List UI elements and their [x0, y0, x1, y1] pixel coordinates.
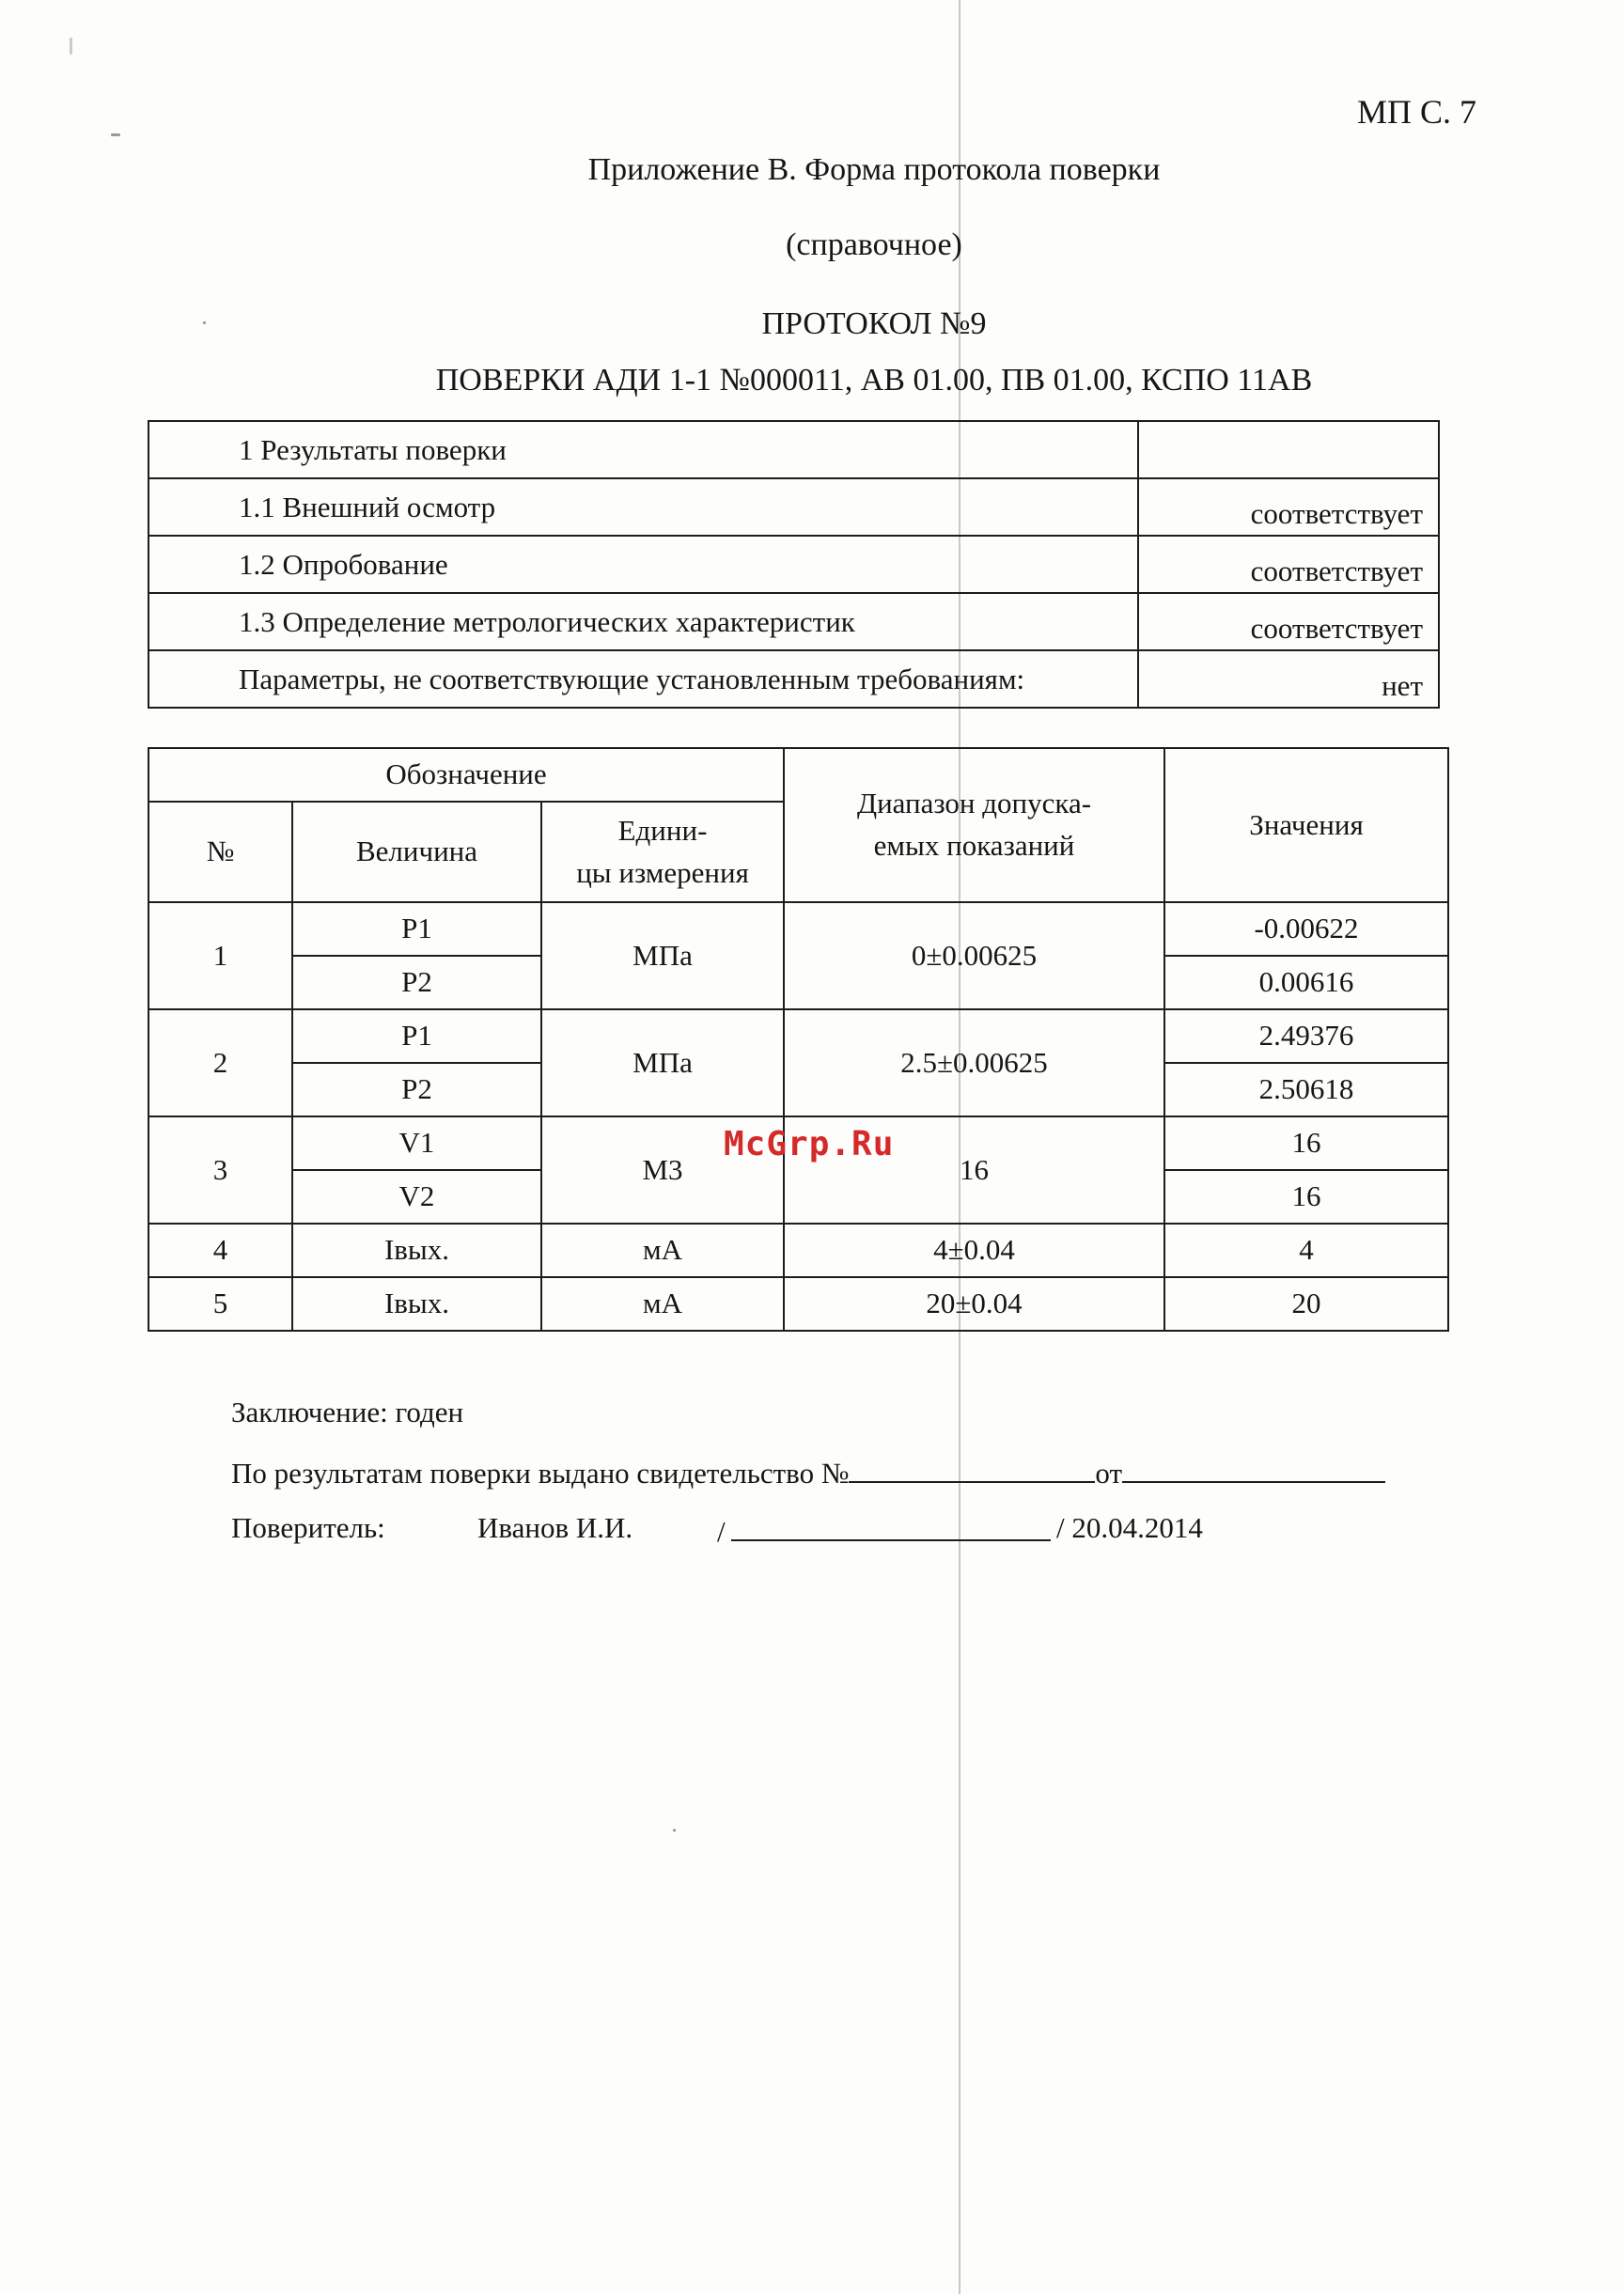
result-label: 1.2 Опробование	[148, 536, 1138, 593]
quantity-cell: V1	[292, 1116, 541, 1170]
results-table	[148, 420, 1440, 709]
range-cell: 2.5±0.00625	[784, 1009, 1164, 1116]
range-cell: 16	[784, 1116, 1164, 1224]
signature-line	[717, 1511, 1051, 1549]
certificate-number-blank[interactable]	[849, 1453, 1095, 1483]
quantity-cell: P2	[292, 956, 541, 1009]
range-cell: 4±0.04	[784, 1224, 1164, 1277]
verification-date: / 20.04.2014	[1056, 1511, 1203, 1544]
table-row	[148, 1224, 1448, 1277]
unit-cell: МПа	[541, 1009, 784, 1116]
table-row	[148, 650, 1439, 708]
scan-speck	[111, 133, 120, 136]
units-header-line2: цы измерения	[576, 855, 749, 889]
quantity-header: Величина	[292, 802, 541, 902]
row-number: 3	[148, 1116, 292, 1224]
table-row	[148, 536, 1439, 593]
table-row	[148, 421, 1439, 478]
designation-header: Обозначение	[148, 748, 784, 802]
table-row	[148, 1009, 1448, 1063]
conclusion-text: Заключение: годен	[231, 1396, 464, 1428]
value-cell: -0.00622	[1164, 902, 1448, 956]
values-header: Значения	[1164, 748, 1448, 902]
table-row	[148, 478, 1439, 536]
row-number: 5	[148, 1277, 292, 1331]
units-header-line1: Едини-	[617, 813, 708, 847]
scan-speck	[70, 38, 72, 55]
certificate-date-blank[interactable]	[1122, 1453, 1385, 1483]
appendix-note: (справочное)	[786, 227, 962, 262]
result-label: 1 Результаты поверки	[148, 421, 1138, 478]
value-cell: 16	[1164, 1170, 1448, 1224]
result-value: соответствует	[1138, 478, 1439, 536]
value-cell: 2.49376	[1164, 1009, 1448, 1063]
verifier-label: Поверитель:	[231, 1511, 385, 1544]
value-cell: 20	[1164, 1277, 1448, 1331]
result-value	[1138, 421, 1439, 478]
quantity-cell: P2	[292, 1063, 541, 1116]
value-cell: 4	[1164, 1224, 1448, 1277]
range-cell: 20±0.04	[784, 1277, 1164, 1331]
appendix-title: Приложение В. Форма протокола поверки	[587, 152, 1161, 187]
range-header-line2: емых показаний	[873, 829, 1075, 862]
watermark: McGrp.Ru	[724, 1125, 895, 1163]
value-cell: 16	[1164, 1116, 1448, 1170]
verifier-name: Иванов И.И.	[477, 1511, 633, 1544]
scan-speck	[673, 1829, 676, 1832]
result-label: 1.1 Внешний осмотр	[148, 478, 1138, 536]
protocol-subject: ПОВЕРКИ АДИ 1-1 №000011, АВ 01.00, ПВ 01.00, КСПО 11АВ	[435, 363, 1313, 398]
unit-cell: М3	[541, 1116, 784, 1224]
quantity-cell: Iвых.	[292, 1277, 541, 1331]
table-row	[148, 902, 1448, 956]
table-header-row	[148, 748, 1448, 802]
table-row	[148, 593, 1439, 650]
result-label: 1.3 Определение метрологических характеристик	[148, 593, 1138, 650]
unit-cell: мА	[541, 1277, 784, 1331]
signature-blank[interactable]	[731, 1511, 1051, 1541]
quantity-cell: Iвых.	[292, 1224, 541, 1277]
row-number: 1	[148, 902, 292, 1009]
signature-slash: /	[717, 1515, 726, 1548]
protocol-title: ПРОТОКОЛ №9	[761, 306, 987, 341]
unit-cell: МПа	[541, 902, 784, 1009]
result-value: нет	[1138, 650, 1439, 708]
range-cell: 0±0.00625	[784, 902, 1164, 1009]
certificate-text: По результатам поверки выдано свидетельство №	[231, 1457, 850, 1490]
number-header: №	[148, 802, 292, 902]
row-number: 2	[148, 1009, 292, 1116]
page-number-label: МП С. 7	[1357, 93, 1477, 131]
certificate-from-label: от	[1095, 1457, 1123, 1490]
quantity-cell: P1	[292, 902, 541, 956]
unit-cell: мА	[541, 1224, 784, 1277]
result-value: соответствует	[1138, 536, 1439, 593]
quantity-cell: V2	[292, 1170, 541, 1224]
parameters-table	[148, 747, 1449, 1332]
result-value: соответствует	[1138, 593, 1439, 650]
range-header	[784, 748, 1164, 902]
quantity-cell: P1	[292, 1009, 541, 1063]
row-number: 4	[148, 1224, 292, 1277]
value-cell: 2.50618	[1164, 1063, 1448, 1116]
result-label: Параметры, не соответствующие установленным требованиям:	[148, 650, 1138, 708]
table-row	[148, 1277, 1448, 1331]
units-header	[541, 802, 784, 902]
range-header-line1: Диапазон допуска-	[856, 787, 1092, 820]
certificate-line	[231, 1453, 1385, 1490]
value-cell: 0.00616	[1164, 956, 1448, 1009]
